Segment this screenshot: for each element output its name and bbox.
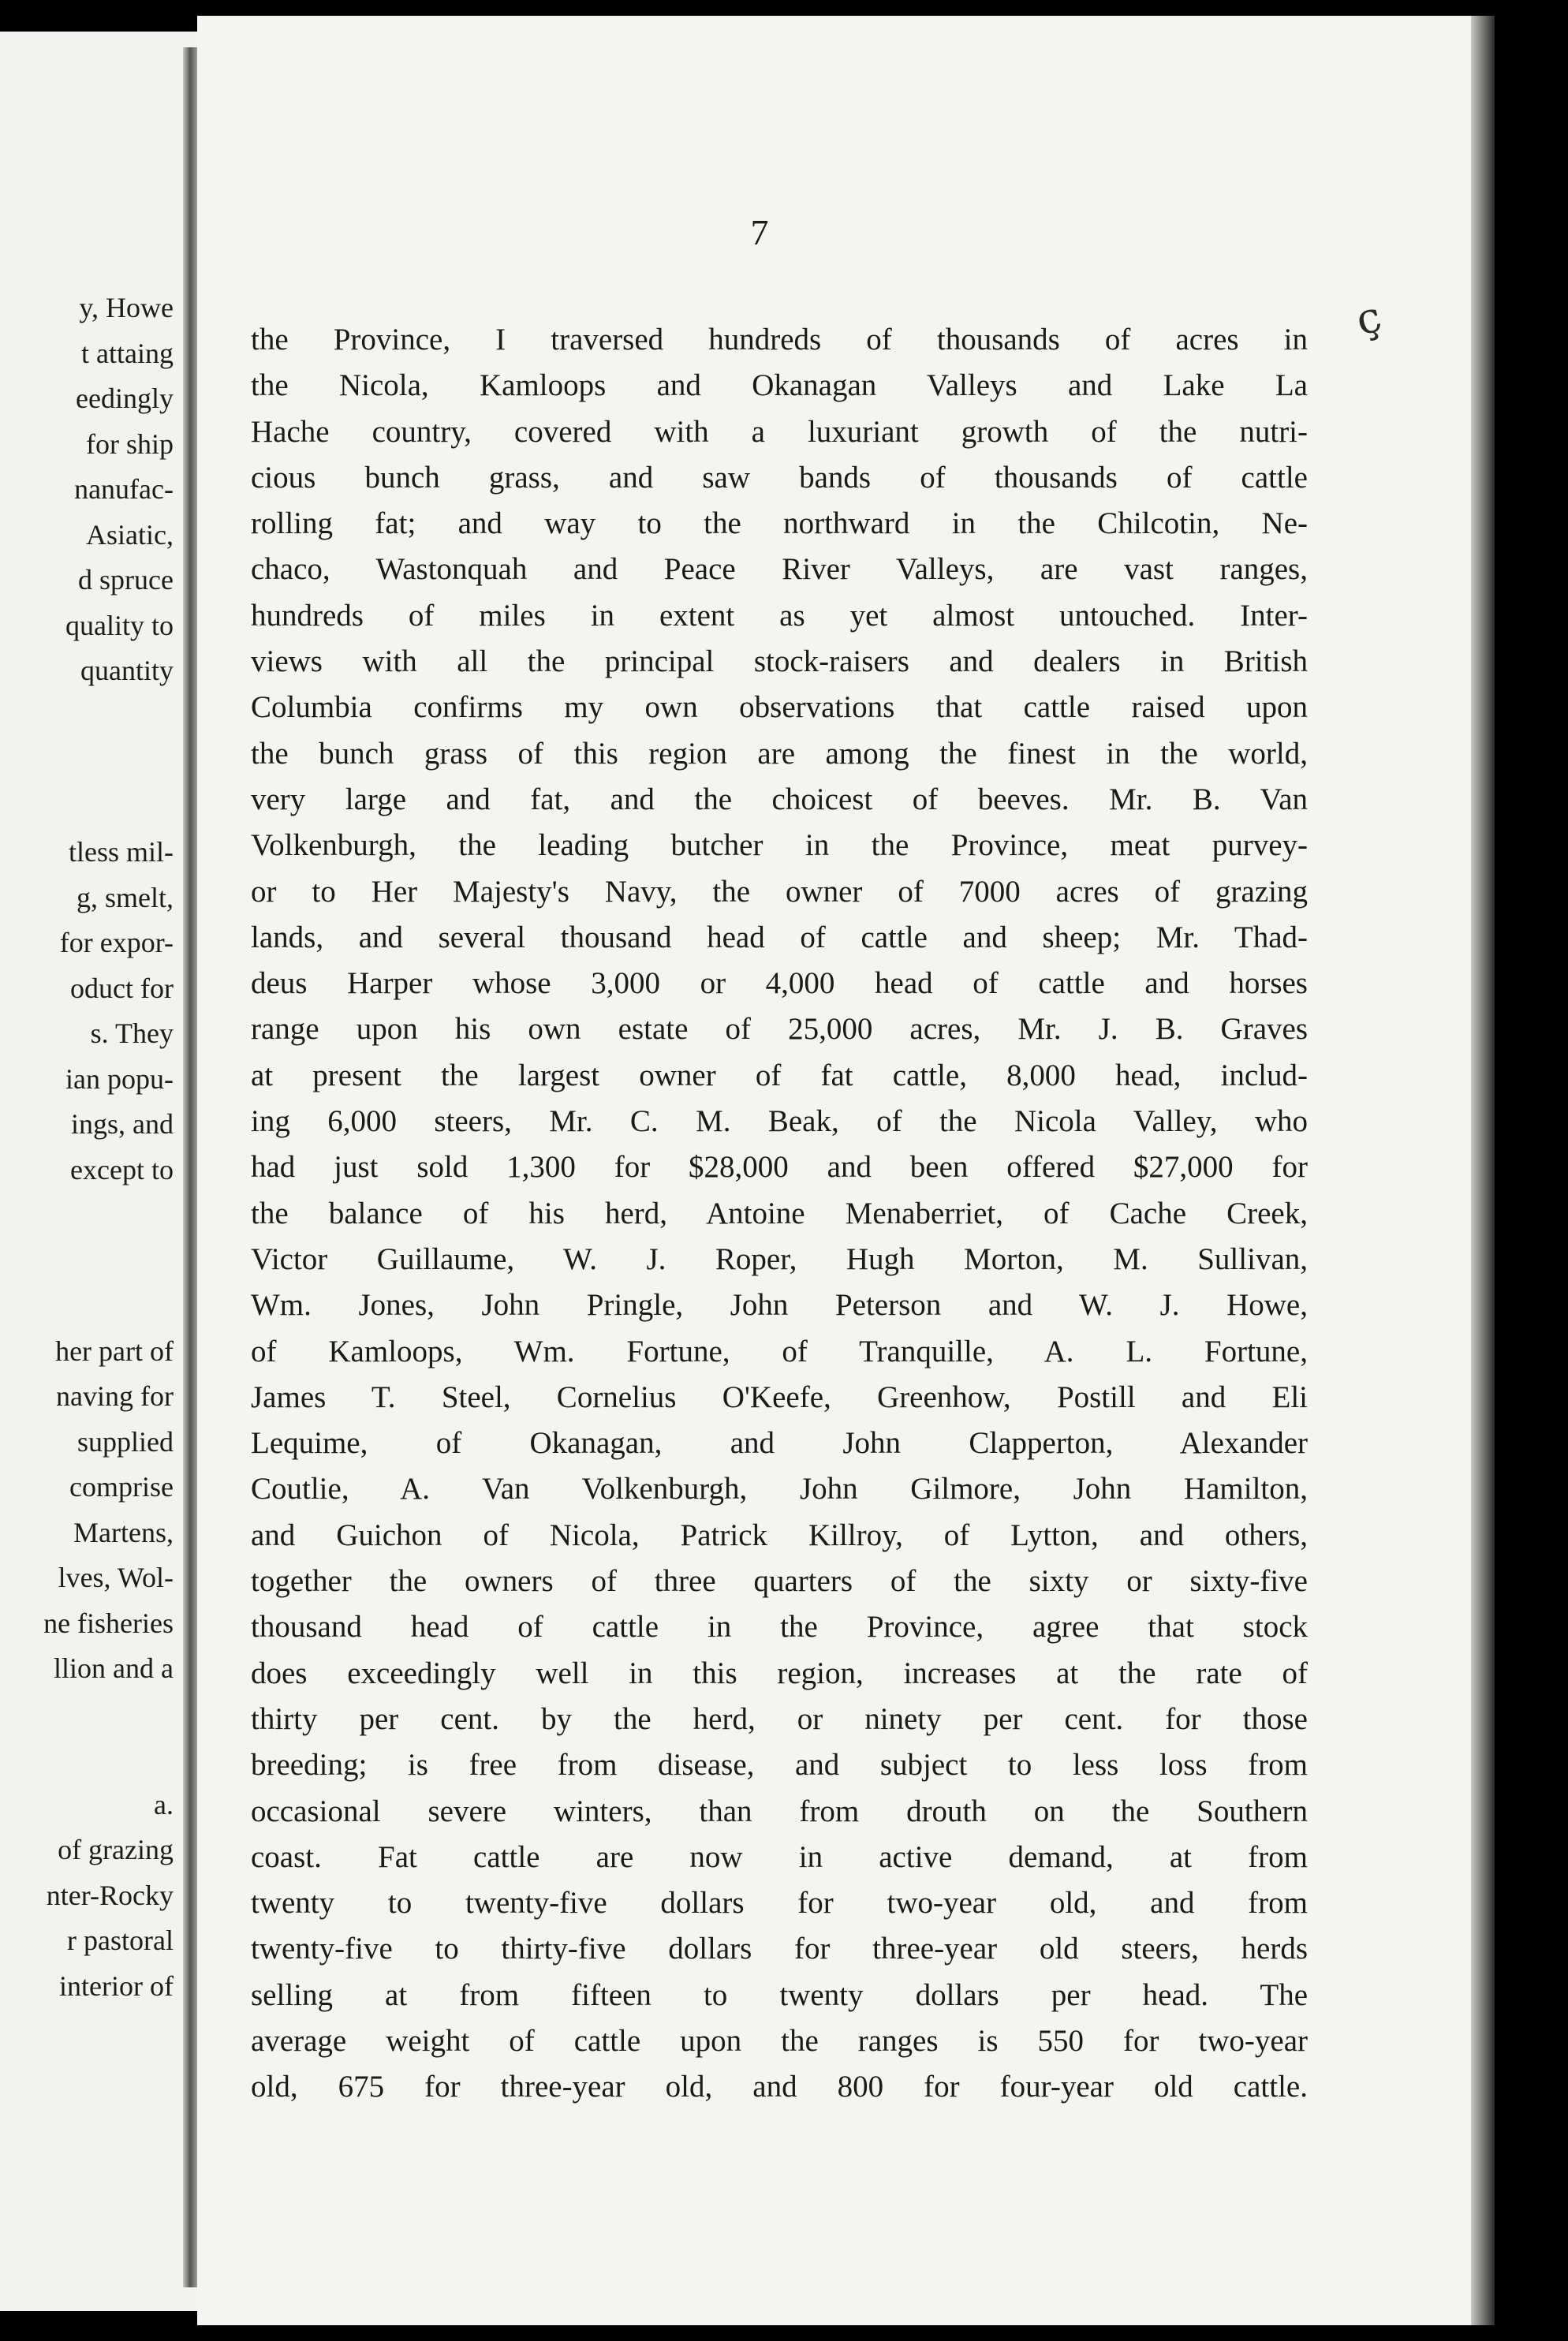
left-text-line: for ship	[86, 428, 174, 460]
text-line: Lequime, of Okanagan, and John Clapperton, Alexander	[251, 1426, 1308, 1461]
left-text-line: Asiatic,	[86, 518, 174, 551]
left-text-line: nter-Rocky	[46, 1879, 174, 1911]
left-text-line	[0, 694, 174, 740]
text-line: ing 6,000 steers, Mr. C. M. Beak, of the Nicola Valley, who	[251, 1104, 1308, 1139]
body-paragraph	[251, 317, 1308, 2111]
left-text-line: ne fisheries	[43, 1607, 174, 1639]
text-line: very large and fat, and the choicest of beeves. Mr. B. Van	[251, 782, 1308, 816]
text-line: lands, and several thousand head of cattle and sheep; Mr. Thad-	[251, 920, 1308, 954]
text-line: Volkenburgh, the leading butcher in the Province, meat purvey-	[251, 828, 1308, 863]
left-page-fragment	[0, 32, 197, 2311]
left-text-line	[0, 1238, 174, 1284]
left-text-line: supplied	[77, 1425, 174, 1458]
text-line: the Province, I traversed hundreds of thousands of acres in	[251, 323, 1308, 357]
left-text-line: tless mil-	[69, 836, 174, 868]
left-text-line	[0, 1692, 174, 1738]
left-text-line: llion and a	[54, 1652, 174, 1684]
left-text-line: ian popu-	[65, 1062, 174, 1095]
left-text-line	[0, 739, 174, 785]
left-text-line: a.	[154, 1788, 174, 1820]
main-page	[197, 16, 1471, 2325]
text-line: twenty to twenty-five dollars for two-year old, and from	[251, 1886, 1308, 1921]
text-line: or to Her Majesty's Navy, the owner of 7000 acres of grazing	[251, 874, 1308, 909]
left-text-line: lves, Wol-	[58, 1562, 174, 1593]
text-line: does exceedingly well in this region, increases at the rate of	[251, 1656, 1308, 1690]
text-line: old, 675 for three-year old, and 800 for four-year old cattle.	[251, 2070, 1308, 2104]
text-line: hundreds of miles in extent as yet almost untouched. Inter-	[251, 598, 1308, 633]
left-text-line: interior of	[59, 1970, 174, 2002]
text-line: Coutlie, A. Van Volkenburgh, John Gilmore, John Hamilton,	[251, 1472, 1308, 1507]
left-text-line: nanufac-	[74, 473, 174, 505]
text-line: thirty per cent. by the herd, or ninety per cent. for those	[251, 1701, 1308, 1736]
left-text-line: quality to	[65, 609, 174, 641]
left-text-line: of grazing	[58, 1834, 174, 1865]
text-line: deus Harper whose 3,000 or 4,000 head of cattle and horses	[251, 966, 1308, 1001]
text-line: coast. Fat cattle are now in active demand, at from	[251, 1839, 1308, 1874]
left-text-line	[0, 1193, 174, 1238]
left-text-line: g, smelt,	[77, 881, 174, 913]
text-line: the bunch grass of this region are among the finest in the world,	[251, 736, 1308, 771]
left-text-line: d spruce	[78, 564, 174, 596]
page-number: 7	[750, 212, 769, 252]
left-text-line: oduct for	[70, 972, 174, 1004]
text-line: twenty-five to thirty-five dollars for three-year old steers, herds	[251, 1932, 1308, 1966]
left-text-line: eedingly	[76, 383, 174, 414]
text-line: of Kamloops, Wm. Fortune, of Tranquille, A. L. Fortune,	[251, 1334, 1308, 1368]
text-line: chaco, Wastonquah and Peace River Valleys, are vast ranges,	[251, 552, 1308, 587]
text-line: views with all the principal stock-raisers and dealers in British	[251, 644, 1308, 679]
text-line: at present the largest owner of fat cattle, 8,000 head, includ-	[251, 1058, 1308, 1092]
text-line: average weight of cattle upon the ranges is 550 for two-year	[251, 2023, 1308, 2058]
text-line: together the owners of three quarters of the sixty or sixty-five	[251, 1564, 1308, 1599]
text-line: Wm. Jones, John Pringle, John Peterson and W. J. Howe,	[251, 1288, 1308, 1323]
left-text-line: t attaing	[81, 337, 174, 369]
text-line: thousand head of cattle in the Province, agree that stock	[251, 1610, 1308, 1645]
margin-mark: ç	[1350, 291, 1387, 345]
left-text-line: Martens,	[73, 1516, 174, 1548]
text-line: Hache country, covered with a luxuriant growth of the nutri-	[251, 414, 1308, 449]
left-text-line: naving for	[56, 1380, 174, 1412]
left-text-line: r pastoral	[67, 1925, 174, 1956]
text-line: Victor Guillaume, W. J. Roper, Hugh Morton, M. Sullivan,	[251, 1241, 1308, 1276]
text-line: the Nicola, Kamloops and Okanagan Valleys and Lake La	[251, 368, 1308, 403]
book-gutter	[183, 47, 197, 2287]
text-line: had just sold 1,300 for $28,000 and been offered $27,000 for	[251, 1150, 1308, 1185]
text-line: Columbia confirms my own observations that cattle raised upon	[251, 690, 1308, 725]
left-text-line: s. They	[90, 1017, 174, 1049]
left-text-line	[0, 1737, 174, 1783]
left-text-line	[0, 785, 174, 831]
left-text-line: ings, and	[71, 1108, 174, 1140]
text-line: and Guichon of Nicola, Patrick Killroy, of Lytton, and others,	[251, 1518, 1308, 1552]
left-text-line	[0, 1283, 174, 1329]
left-text-line: for expor-	[59, 927, 174, 958]
page-edge	[1471, 16, 1495, 2325]
left-text-line: comprise	[69, 1471, 174, 1503]
left-page-text	[0, 286, 174, 2009]
left-text-line: y, Howe	[79, 292, 174, 323]
text-line: the balance of his herd, Antoine Menaberriet, of Cache Creek,	[251, 1196, 1308, 1230]
text-line: rolling fat; and way to the northward in the Chilcotin, Ne-	[251, 506, 1308, 541]
text-line: range upon his own estate of 25,000 acres, Mr. J. B. Graves	[251, 1012, 1308, 1047]
text-line: occasional severe winters, than from drouth on the Southern	[251, 1794, 1308, 1828]
left-text-line: her part of	[55, 1335, 174, 1367]
left-text-line: quantity	[80, 655, 174, 686]
text-line: breeding; is free from disease, and subject to less loss from	[251, 1748, 1308, 1783]
text-line: cious bunch grass, and saw bands of thousands of cattle	[251, 460, 1308, 495]
left-text-line: except to	[70, 1153, 174, 1185]
text-line: James T. Steel, Cornelius O'Keefe, Greenhow, Postill and Eli	[251, 1380, 1308, 1414]
text-line: selling at from fifteen to twenty dollars per head. The	[251, 1977, 1308, 2012]
